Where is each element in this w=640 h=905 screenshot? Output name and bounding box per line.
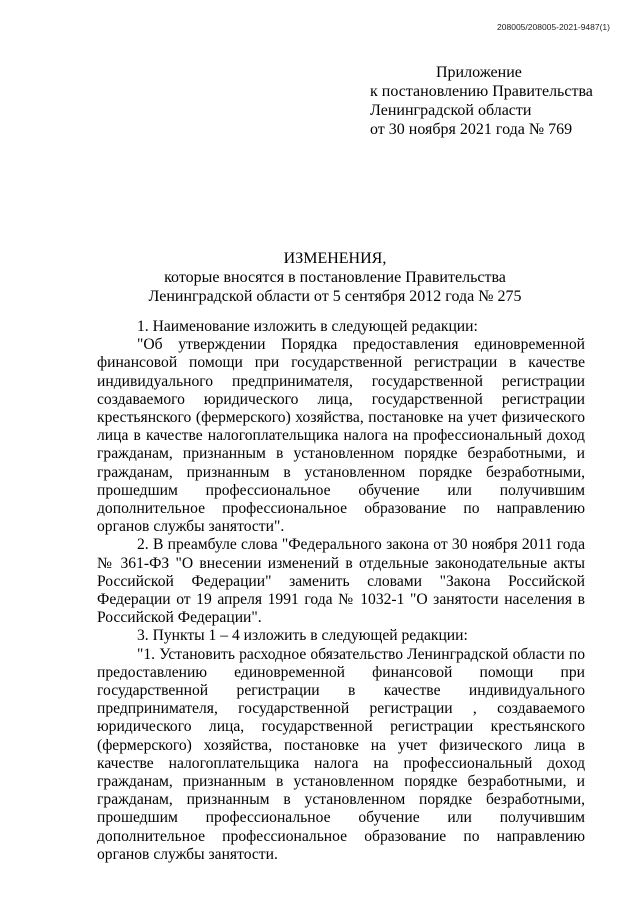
appendix-line: от 30 ноября 2021 года № 769 xyxy=(370,121,573,138)
paragraph-new-point-1: "1. Установить расходное обязательство Ленинградской области по предоставлению единовременной финансовой помощи при государственной регистрации в качестве индивидуального предпринимателя, государственной регистрации , создаваемого юридического лица, государственной регистрации крестьянского (фермерского) хозяйства, постановке на учет физического лица в качестве налогоплательщика налога на профессиональный доход гражданам, признанным в установленном порядке безработными, и гражданам, признанным в установленном порядке безработными, прошедшим профессиональное обучение или получившим дополнительное профессиональное образование по направлению органов службы занятости. xyxy=(97,645,585,863)
appendix-title: Приложение xyxy=(436,64,522,81)
document-id: 208005/208005-2021-9487(1) xyxy=(497,22,610,32)
paragraph-item-2: 2. В преамбуле слова "Федерального закона от 30 ноября 2011 года № 361-ФЗ "О внесении изменений в отдельные законодательные акты Российской Федерации" заменить словами "Закона Российской Федерации от 19 апреля 1991 года № 1032-1 "О занятости населения в Российской Федерации". xyxy=(97,536,585,627)
paragraph-item-1: 1. Наименование изложить в следующей редакции: xyxy=(137,318,478,335)
paragraph-item-3: 3. Пункты 1 – 4 изложить в следующей редакции: xyxy=(137,627,468,645)
appendix-block xyxy=(370,63,610,139)
appendix-line: Ленинградской области xyxy=(370,102,532,119)
appendix-line: к постановлению Правительства xyxy=(370,83,593,100)
paragraph-new-title: "Об утверждении Порядка предоставления единовременной финансовой помощи при государственной регистрации в качестве индивидуального предпринимателя, государственной регистрации создаваемого юридического лица, государственной регистрации крестьянского (фермерского) хозяйства, постановке на учет физического лица в качестве налогоплательщика налога на профессиональный доход гражданам, признанным в установленном порядке безработными, и гражданам, признанным в установленном порядке безработными, прошедшим профессиональное обучение или получившим дополнительное профессиональное образование по направлению органов службы занятости". xyxy=(97,336,585,536)
heading-subtitle: Ленинградской области от 5 сентября 2012 года № 275 xyxy=(148,288,522,305)
document-body xyxy=(97,318,585,864)
heading-title: ИЗМЕНЕНИЯ, xyxy=(283,250,387,267)
document-heading xyxy=(90,249,580,306)
heading-subtitle: которые вносятся в постановление Правительства xyxy=(164,269,506,286)
